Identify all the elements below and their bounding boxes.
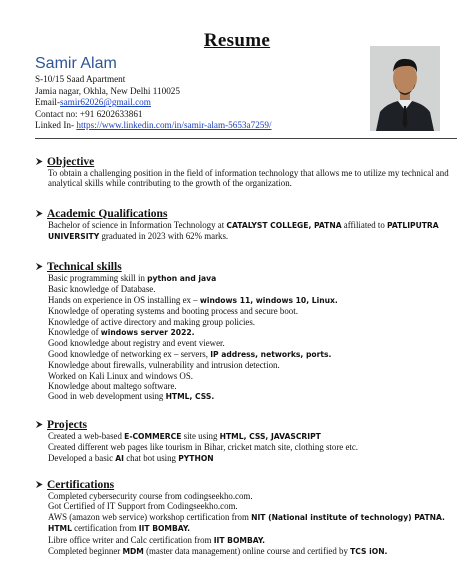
list-item: Hands on experience in OS installing ex – windows 11, windows 10, Linux. (48, 294, 338, 305)
academic-section (35, 207, 465, 243)
list-item: Worked on Kali Linux and windows OS. (48, 370, 193, 381)
candidate-name: Samir Alam (35, 55, 117, 72)
arrow-right-icon (35, 157, 44, 166)
list-item: Knowledge of active directory and making group policies. (48, 316, 256, 327)
list-item: Knowledge of windows server 2022. (48, 327, 195, 338)
projects-title: Projects (47, 418, 88, 431)
address-line-1: S-10/15 Saad Apartment (35, 74, 126, 84)
contact-block (35, 74, 272, 132)
contact-row (35, 109, 272, 121)
certifications-list (35, 491, 465, 557)
linkedin-link[interactable]: https://www.linkedin.com/in/samir-alam-5653a7259/ (76, 120, 272, 131)
academic-text: Bachelor of science in Information Technology at CATALYST COLLEGE, PATNA affiliated to PATLIPUTRA UNIVERSITY graduated in 2023 with 62% marks. (48, 220, 439, 242)
list-item: Knowledge of operating systems and booting process and secure boot. (48, 306, 298, 317)
projects-list (35, 431, 465, 464)
list-item: Created different web pages like tourism in Bihar, cricket match site, clothing store etc. (48, 442, 359, 453)
list-item: Basic knowledge of Database. (48, 284, 156, 295)
linkedin-label: Linked In- (35, 120, 77, 131)
list-item: Created a web-based E-COMMERCE site using HTML, CSS, JAVASCRIPT (48, 431, 321, 441)
email-label: Email- (35, 97, 61, 108)
resume-title: Resume (203, 30, 271, 51)
objective-text: To obtain a challenging position in the field of information technology that allows me to utilize my technical and analytical skills while contributing to the growth of the organization. (48, 168, 449, 189)
address-line-2: Jamia nagar, Okhla, New Delhi 110025 (35, 85, 180, 96)
list-item: Completed beginner MDM (master data management) online course and certified by TCS iON. (48, 546, 388, 557)
objective-title: Objective (47, 155, 95, 168)
projects-section (35, 418, 465, 464)
list-item: Completed cybersecurity course from codingseekho.com. (48, 491, 253, 501)
certifications-title: Certifications (47, 478, 115, 491)
skills-heading (35, 260, 465, 273)
list-item: AWS (amazon web service) workshop certification from NIT (National institute of technology) PATNA. (48, 511, 445, 522)
linkedin-row (35, 120, 272, 132)
list-item: Got Certified of IT Support from Codingseekho.com. (48, 501, 238, 512)
list-item: Basic programming skill in python and java (48, 273, 217, 283)
list-item: Knowledge about maltego software. (48, 381, 177, 392)
arrow-right-icon (35, 209, 44, 218)
profile-photo (370, 46, 440, 131)
skills-section (35, 260, 465, 403)
phone-number: +91 6202633861 (79, 108, 143, 119)
arrow-right-icon (35, 420, 44, 429)
list-item: Developed a basic AI chat bot using PYTHON (48, 452, 214, 463)
list-item: Good in web development using HTML, CSS. (48, 391, 215, 402)
skills-title: Technical skills (47, 260, 122, 273)
list-item: Knowledge about firewalls, vulnerability and intrusion detection. (48, 360, 280, 371)
list-item: Good knowledge of networking ex – servers, IP address, networks, ports. (48, 348, 332, 359)
academic-heading (35, 207, 465, 220)
list-item: Good knowledge about registry and event viewer. (48, 338, 225, 349)
arrow-right-icon (35, 262, 44, 271)
skills-list (35, 273, 465, 403)
projects-heading (35, 418, 465, 431)
arrow-right-icon (35, 480, 44, 489)
objective-heading (35, 155, 465, 168)
header-divider (35, 138, 457, 139)
list-item: Libre office writer and Calc certification from IIT BOMBAY. (48, 534, 266, 545)
academic-title: Academic Qualifications (47, 207, 168, 220)
contact-label: Contact no: (35, 108, 80, 119)
objective-section (35, 155, 465, 189)
certifications-heading (35, 478, 465, 491)
email-row (35, 97, 272, 109)
email-link[interactable]: samir62026@gmail.com (60, 97, 151, 108)
list-item: HTML certification from IIT BOMBAY. (48, 523, 191, 534)
certifications-section (35, 478, 465, 557)
